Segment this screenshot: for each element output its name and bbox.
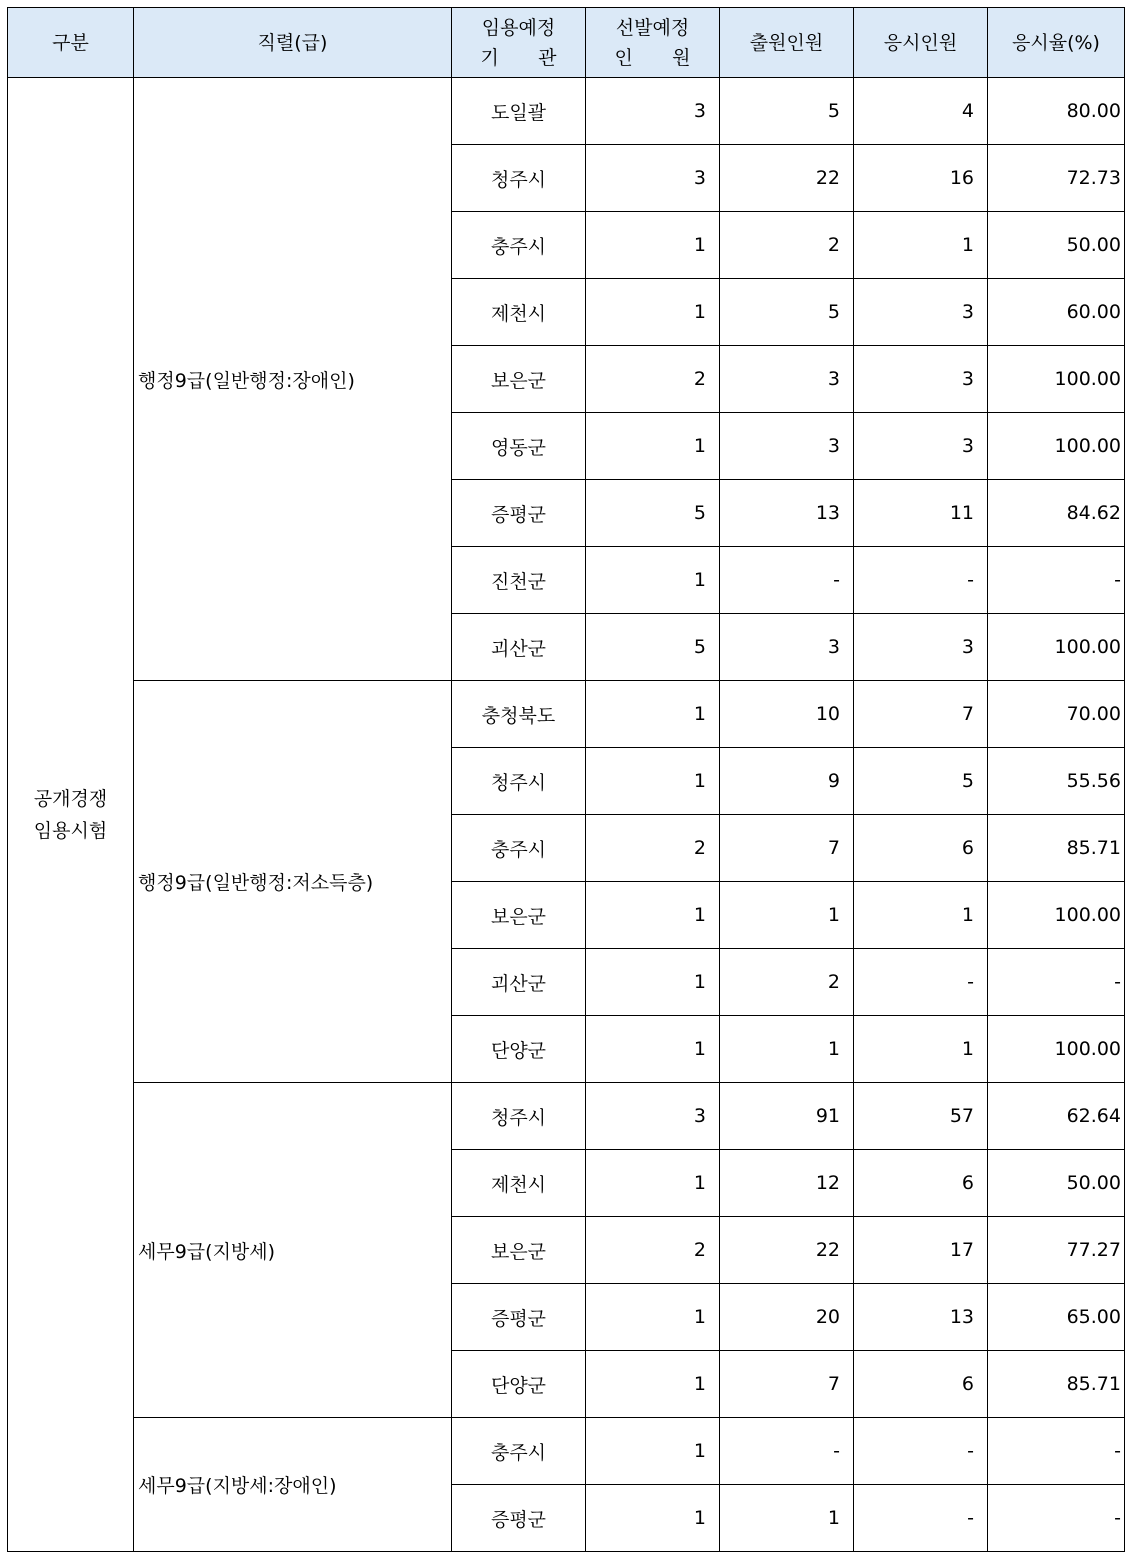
applicants-cell: 91 — [720, 1083, 854, 1150]
rate-cell: 100.00 — [988, 346, 1125, 413]
quota-cell: 1 — [586, 949, 720, 1016]
series-cell: 행정9급(일반행정:저소득층) — [134, 681, 452, 1083]
applicants-cell: 20 — [720, 1284, 854, 1351]
rate-cell: - — [988, 949, 1125, 1016]
takers-cell: 3 — [854, 614, 988, 681]
quota-cell: 2 — [586, 815, 720, 882]
org-cell: 단양군 — [452, 1351, 586, 1418]
takers-cell: 16 — [854, 145, 988, 212]
applicants-cell: 10 — [720, 681, 854, 748]
takers-cell: - — [854, 1485, 988, 1552]
quota-cell: 2 — [586, 346, 720, 413]
header-quota-line1: 선발예정 — [615, 16, 690, 39]
rate-cell: 50.00 — [988, 212, 1125, 279]
org-cell: 충주시 — [452, 815, 586, 882]
takers-cell: 17 — [854, 1217, 988, 1284]
category-line1: 공개경쟁 — [33, 787, 108, 810]
rate-cell: 100.00 — [988, 614, 1125, 681]
applicants-cell: 9 — [720, 748, 854, 815]
org-cell: 증평군 — [452, 1284, 586, 1351]
applicants-cell: 12 — [720, 1150, 854, 1217]
quota-cell: 1 — [586, 1150, 720, 1217]
takers-cell: 1 — [854, 1016, 988, 1083]
takers-cell: 57 — [854, 1083, 988, 1150]
header-rate: 응시율(%) — [988, 8, 1125, 78]
rate-cell: 100.00 — [988, 1016, 1125, 1083]
org-cell: 보은군 — [452, 346, 586, 413]
quota-cell: 3 — [586, 145, 720, 212]
quota-cell: 1 — [586, 681, 720, 748]
applicants-cell: 5 — [720, 279, 854, 346]
header-org-line2: 기 관 — [480, 46, 557, 69]
applicants-cell: 2 — [720, 212, 854, 279]
series-cell: 세무9급(지방세) — [134, 1083, 452, 1418]
rate-cell: - — [988, 547, 1125, 614]
rate-cell: 100.00 — [988, 882, 1125, 949]
applicants-cell: - — [720, 547, 854, 614]
table-row — [8, 681, 1125, 748]
exam-statistics-table — [7, 7, 1125, 1552]
takers-cell: 11 — [854, 480, 988, 547]
quota-cell: 1 — [586, 1418, 720, 1485]
header-category: 구분 — [8, 8, 134, 78]
quota-cell: 1 — [586, 882, 720, 949]
org-cell: 단양군 — [452, 1016, 586, 1083]
org-cell: 괴산군 — [452, 614, 586, 681]
org-cell: 충청북도 — [452, 681, 586, 748]
applicants-cell: 5 — [720, 78, 854, 145]
takers-cell: 7 — [854, 681, 988, 748]
org-cell: 증평군 — [452, 1485, 586, 1552]
applicants-cell: 22 — [720, 1217, 854, 1284]
takers-cell: - — [854, 949, 988, 1016]
rate-cell: 85.71 — [988, 1351, 1125, 1418]
takers-cell: 6 — [854, 815, 988, 882]
quota-cell: 1 — [586, 413, 720, 480]
rate-cell: 50.00 — [988, 1150, 1125, 1217]
quota-cell: 3 — [586, 78, 720, 145]
org-cell: 증평군 — [452, 480, 586, 547]
quota-cell: 5 — [586, 480, 720, 547]
header-series: 직렬(급) — [134, 8, 452, 78]
applicants-cell: 7 — [720, 1351, 854, 1418]
org-cell: 청주시 — [452, 1083, 586, 1150]
applicants-cell: - — [720, 1418, 854, 1485]
applicants-cell: 1 — [720, 1485, 854, 1552]
org-cell: 영동군 — [452, 413, 586, 480]
applicants-cell: 13 — [720, 480, 854, 547]
header-applicants: 출원인원 — [720, 8, 854, 78]
org-cell: 괴산군 — [452, 949, 586, 1016]
quota-cell: 5 — [586, 614, 720, 681]
org-cell: 진천군 — [452, 547, 586, 614]
header-org — [452, 8, 586, 78]
org-cell: 도일괄 — [452, 78, 586, 145]
rate-cell: 60.00 — [988, 279, 1125, 346]
takers-cell: - — [854, 547, 988, 614]
takers-cell: 6 — [854, 1150, 988, 1217]
takers-cell: 3 — [854, 279, 988, 346]
header-row — [8, 8, 1125, 78]
rate-cell: 72.73 — [988, 145, 1125, 212]
rate-cell: 70.00 — [988, 681, 1125, 748]
applicants-cell: 22 — [720, 145, 854, 212]
rate-cell: 85.71 — [988, 815, 1125, 882]
applicants-cell: 3 — [720, 413, 854, 480]
applicants-cell: 3 — [720, 346, 854, 413]
quota-cell: 2 — [586, 1217, 720, 1284]
applicants-cell: 7 — [720, 815, 854, 882]
takers-cell: 3 — [854, 346, 988, 413]
rate-cell: 65.00 — [988, 1284, 1125, 1351]
rate-cell: - — [988, 1485, 1125, 1552]
table-row — [8, 1083, 1125, 1150]
rate-cell: 80.00 — [988, 78, 1125, 145]
applicants-cell: 1 — [720, 1016, 854, 1083]
takers-cell: 4 — [854, 78, 988, 145]
rate-cell: 100.00 — [988, 413, 1125, 480]
table-body — [8, 78, 1125, 1552]
quota-cell: 1 — [586, 1485, 720, 1552]
quota-cell: 1 — [586, 212, 720, 279]
quota-cell: 1 — [586, 1351, 720, 1418]
table-header — [8, 8, 1125, 78]
series-cell: 세무9급(지방세:장애인) — [134, 1418, 452, 1552]
org-cell: 보은군 — [452, 882, 586, 949]
header-org-line1: 임용예정 — [481, 16, 556, 39]
takers-cell: 3 — [854, 413, 988, 480]
quota-cell: 1 — [586, 279, 720, 346]
quota-cell: 1 — [586, 547, 720, 614]
table-row — [8, 1418, 1125, 1485]
org-cell: 보은군 — [452, 1217, 586, 1284]
org-cell: 충주시 — [452, 1418, 586, 1485]
quota-cell: 1 — [586, 1016, 720, 1083]
takers-cell: - — [854, 1418, 988, 1485]
rate-cell: 77.27 — [988, 1217, 1125, 1284]
applicants-cell: 2 — [720, 949, 854, 1016]
header-takers: 응시인원 — [854, 8, 988, 78]
header-quota — [586, 8, 720, 78]
takers-cell: 5 — [854, 748, 988, 815]
table-row — [8, 78, 1125, 145]
org-cell: 제천시 — [452, 1150, 586, 1217]
takers-cell: 1 — [854, 212, 988, 279]
takers-cell: 1 — [854, 882, 988, 949]
applicants-cell: 3 — [720, 614, 854, 681]
quota-cell: 1 — [586, 1284, 720, 1351]
series-cell: 행정9급(일반행정:장애인) — [134, 78, 452, 681]
takers-cell: 6 — [854, 1351, 988, 1418]
org-cell: 청주시 — [452, 145, 586, 212]
rate-cell: - — [988, 1418, 1125, 1485]
takers-cell: 13 — [854, 1284, 988, 1351]
org-cell: 충주시 — [452, 212, 586, 279]
category-line2: 임용시험 — [33, 819, 108, 842]
rate-cell: 62.64 — [988, 1083, 1125, 1150]
applicants-cell: 1 — [720, 882, 854, 949]
rate-cell: 55.56 — [988, 748, 1125, 815]
rate-cell: 84.62 — [988, 480, 1125, 547]
org-cell: 청주시 — [452, 748, 586, 815]
org-cell: 제천시 — [452, 279, 586, 346]
quota-cell: 1 — [586, 748, 720, 815]
quota-cell: 3 — [586, 1083, 720, 1150]
category-cell — [8, 78, 134, 1552]
header-quota-line2: 인 원 — [614, 46, 691, 69]
